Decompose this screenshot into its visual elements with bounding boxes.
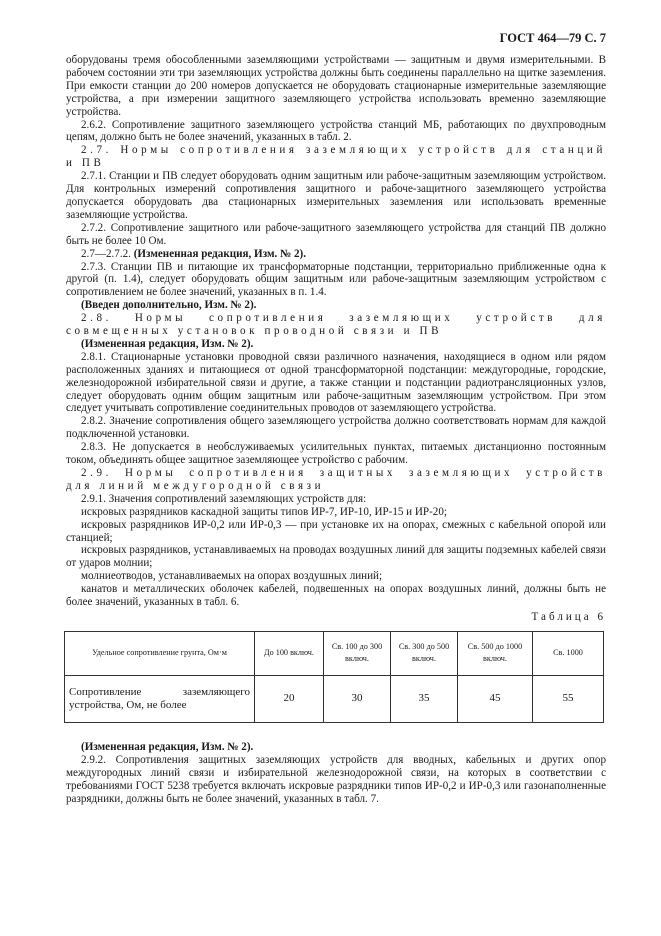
revision-note-2-9-1: (Измененная редакция, Изм. № 2).: [81, 740, 254, 753]
revision-note-2-8: (Измененная редакция, Изм. № 2).: [81, 337, 254, 350]
paragraph-2-8-2: 2.8.2. Значение сопротивления общего заземляющего устройства должно соответствовать нормам для каждой подключенной установки.: [66, 415, 606, 441]
table-cell: 45: [458, 675, 533, 722]
page-header: ГОСТ 464—79 С. 7: [499, 31, 606, 45]
table-6: [64, 631, 604, 723]
section-heading-2-8: 2.8. Нормы сопротивления заземляющих устройств для совмещенных установок проводной связи и ПВ: [66, 312, 606, 338]
paragraph-2-9-1: 2.9.1. Значения сопротивлений заземляющих устройств для:: [81, 492, 367, 505]
table-header-cell: Св. 300 до 500 включ.: [391, 631, 458, 675]
paragraph: оборудованы тремя обособленными заземляющими устройствами — защитным и двумя измерительными. В рабочем состоянии эти три заземляющих устройства должны быть соединены параллельно на щитке заземления. При емкости станции до 200 номеров допускается не оборудовать стационарные измерительные заземляющие устройства, а при измерении защитного заземляющего устройства использовать временно заземляющие устройства.: [66, 54, 606, 118]
section-heading-2-7: 2.7. Нормы сопротивления заземляющих устройств для станций и ПВ: [66, 144, 606, 170]
paragraph-2-9-2: 2.9.2. Сопротивления защитных заземляющих устройств для вводных, кабельных и других опор междугородных линий связи и избирательной железнодорожной связи, на которых в соответствии с требованиями ГОСТ 5238 требуется включать искровые разрядники типов ИР-0,2 и ИР-0,3 или газонаполненные разрядники, должны быть не более значений, указанных в табл. 7.: [66, 753, 606, 805]
paragraph-2-7-2: 2.7.2. Сопротивление защитного или рабоче-защитного заземляющего устройства для станций ПВ должно быть не более 10 Ом.: [66, 221, 606, 247]
table-cell: 30: [324, 675, 391, 722]
table-cell: 35: [391, 675, 458, 722]
list-item: искровых разрядников ИР-0,2 или ИР-0,3 — при установке их на опорах, смежных с кабельной опорой или станцией;: [66, 518, 606, 544]
table-row: [65, 675, 604, 722]
table-header-row: [65, 631, 604, 675]
paragraph-2-7-3: 2.7.3. Станции ПВ и питающие их трансформаторные подстанции, территориально приближенные одна к другой (п. 1.4), следует оборудовать общим защитным или рабоче-защитным заземляющим устройством с сопротивлением не более значений, указанных в п. 1.4.: [66, 260, 606, 299]
section-heading-2-9: 2.9. Нормы сопротивления защитных заземляющих устройств для линий междугородной связи: [66, 467, 606, 492]
revision-range: 2.7—2.7.2.: [81, 247, 134, 260]
table-header-cell: Св. 500 до 1000 включ.: [458, 631, 533, 675]
list-item: искровых разрядников каскадной защиты типов ИР-7, ИР-10, ИР-15 и ИР-20;: [81, 505, 447, 518]
table-caption: Таблица 6: [531, 610, 606, 623]
list-item: искровых разрядников, устанавливаемых на проводах воздушных линий для защиты подземных кабелей связи от ударов молнии;: [66, 544, 606, 570]
addition-note-wrap: [66, 299, 606, 312]
table-header-cell: Св. 1000: [533, 631, 604, 675]
table-row-label: Сопротивление заземляющего устройства, Ом, не более: [65, 675, 255, 722]
revision-note: [66, 248, 606, 261]
revision-note-2-8-wrap: [66, 338, 606, 351]
table-header-cell: До 100 включ.: [255, 631, 324, 675]
paragraph-2-6-2: 2.6.2. Сопротивление защитного заземляющего устройства станций МБ, работающих по двухпроводным цепям, должно быть не более значений, указанных в табл. 2.: [66, 118, 606, 144]
table-cell: 20: [255, 675, 324, 722]
revision-text: (Измененная редакция, Изм. № 2).: [133, 247, 307, 260]
document-body: [66, 54, 606, 805]
table-cell: 55: [533, 675, 604, 722]
table-header-cell: Удельное сопротивление грунта, Ом·м: [65, 631, 255, 675]
revision-note-2-9-1-wrap: [66, 741, 606, 754]
addition-note: (Введен дополнительно, Изм. № 2).: [81, 299, 257, 312]
paragraph-2-7-1: 2.7.1. Станции и ПВ следует оборудовать одним защитным или рабоче-защитным заземляющим устройством. Для контрольных измерений сопротивления защитного и рабоче-защитного заземляющего устройства допускается оборудовать два стационарных измерительных заземления или использовать временные заземляющие устройства.: [66, 170, 606, 221]
table-header-cell: Св. 100 до 300 включ.: [324, 631, 391, 675]
paragraph-2-8-1: 2.8.1. Стационарные установки проводной связи различного назначения, находящиеся в одном или рядом расположенных зданиях и питающиеся от одной трансформаторной подстанции: междугородные, городские, железнодорожной избирательной связи и другие, а также станции и подстанции радиотрансляционных узлов, следует оборудовать одним общим защитным или рабоче-защитным заземляющим устройством. При этом следует учитывать сопротивление соединительных проводов от заземляющего устройства.: [66, 350, 606, 415]
list-item: канатов и металлических оболочек кабелей, подвешенных на опорах воздушных линий, должны быть не более значений, указанных в табл. 6.: [66, 583, 606, 609]
list-item: молниеотводов, устанавливаемых на опорах воздушных линий;: [81, 570, 383, 583]
paragraph-2-8-3: 2.8.3. Не допускается в необслуживаемых усилительных пунктах, питаемых дистанционно постоянным током, объединять общее защитное заземляющее устройство с рабочим.: [66, 441, 606, 467]
